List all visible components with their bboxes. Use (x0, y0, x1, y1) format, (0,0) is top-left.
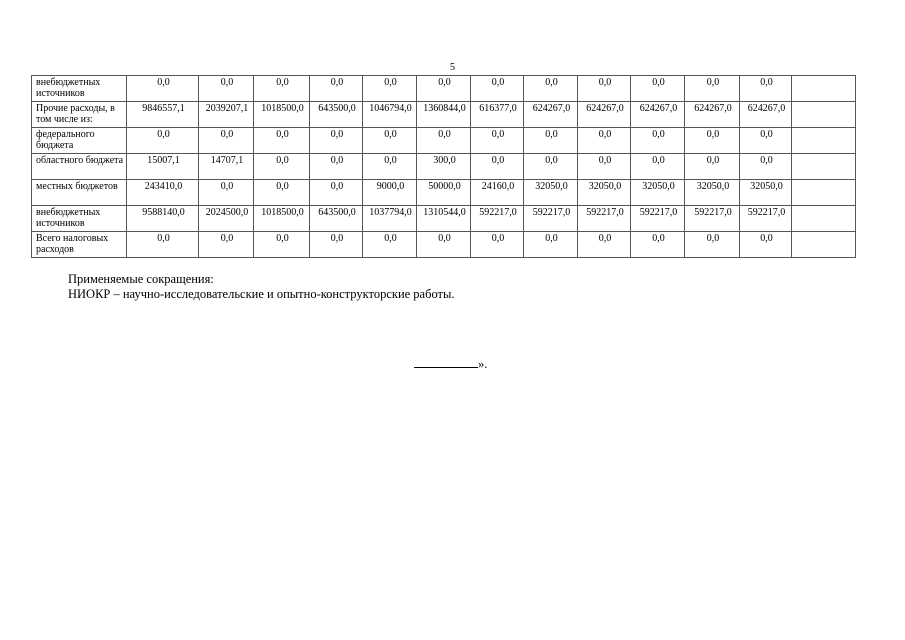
table-cell: 0,0 (685, 76, 740, 102)
table-cell: 243410,0 (127, 180, 199, 206)
row-label: Всего налоговых расходов (32, 232, 127, 258)
table-cell: 1018500,0 (254, 206, 310, 232)
table-cell: 0,0 (578, 154, 631, 180)
table-cell: 1037794,0 (363, 206, 417, 232)
table-cell: 0,0 (199, 232, 254, 258)
table-cell (792, 180, 856, 206)
table-cell: 0,0 (524, 232, 578, 258)
table-cell: 0,0 (127, 128, 199, 154)
table-cell: 0,0 (578, 128, 631, 154)
table-cell: 624267,0 (740, 102, 792, 128)
table-cell: 624267,0 (578, 102, 631, 128)
table-row (32, 102, 856, 128)
table-cell: 0,0 (417, 76, 471, 102)
row-label: внебюджетных источников (32, 206, 127, 232)
table-cell: 0,0 (524, 128, 578, 154)
row-label: федерального бюджета (32, 128, 127, 154)
table-row (32, 180, 856, 206)
table-row (32, 76, 856, 102)
table-cell: 32050,0 (578, 180, 631, 206)
closing-suffix: ». (478, 357, 488, 371)
table-cell: 624267,0 (631, 102, 685, 128)
table-cell: 0,0 (740, 232, 792, 258)
table-cell: 592217,0 (631, 206, 685, 232)
table-cell: 32050,0 (685, 180, 740, 206)
table-cell: 0,0 (310, 232, 363, 258)
table-cell: 0,0 (254, 180, 310, 206)
table-cell: 1360844,0 (417, 102, 471, 128)
table-cell: 0,0 (254, 128, 310, 154)
table-cell (792, 206, 856, 232)
table-body (32, 76, 856, 258)
table-cell: 1018500,0 (254, 102, 310, 128)
table-cell: 32050,0 (631, 180, 685, 206)
table-cell: 0,0 (363, 128, 417, 154)
table-cell (792, 128, 856, 154)
table-cell: 0,0 (127, 76, 199, 102)
row-label: внебюджетных источников (32, 76, 127, 102)
abbreviation-item: НИОКР – научно-исследовательские и опытно-конструкторские работы. (68, 287, 455, 301)
row-label: Прочие расходы, в том числе из: (32, 102, 127, 128)
table-cell: 9588140,0 (127, 206, 199, 232)
table-cell: 0,0 (524, 76, 578, 102)
table-cell: 0,0 (631, 128, 685, 154)
table-cell: 15007,1 (127, 154, 199, 180)
table-cell: 0,0 (740, 76, 792, 102)
abbreviations-block (68, 272, 455, 302)
table-cell (792, 154, 856, 180)
table-cell: 2024500,0 (199, 206, 254, 232)
table-cell: 1046794,0 (363, 102, 417, 128)
page-number: 5 (450, 62, 455, 73)
table-cell: 0,0 (199, 128, 254, 154)
closing-mark (414, 357, 487, 372)
table-cell: 14707,1 (199, 154, 254, 180)
table-cell: 0,0 (631, 76, 685, 102)
table-cell: 643500,0 (310, 206, 363, 232)
row-label: областного бюджета (32, 154, 127, 180)
table-cell: 0,0 (363, 76, 417, 102)
table-cell: 0,0 (685, 232, 740, 258)
table-cell: 0,0 (363, 232, 417, 258)
table-cell: 0,0 (631, 232, 685, 258)
table-cell: 50000,0 (417, 180, 471, 206)
table-row (32, 128, 856, 154)
table-cell: 0,0 (254, 76, 310, 102)
table-row (32, 154, 856, 180)
table-cell: 0,0 (685, 128, 740, 154)
table-cell (792, 102, 856, 128)
table-cell: 9846557,1 (127, 102, 199, 128)
table-cell: 0,0 (578, 76, 631, 102)
table-cell: 300,0 (417, 154, 471, 180)
table-cell: 0,0 (363, 154, 417, 180)
abbreviations-heading: Применяемые сокращения: (68, 272, 214, 286)
table-cell: 1310544,0 (417, 206, 471, 232)
table-cell: 0,0 (310, 76, 363, 102)
table-cell: 592217,0 (524, 206, 578, 232)
row-label: местных бюджетов (32, 180, 127, 206)
table-cell: 0,0 (524, 154, 578, 180)
table-cell: 592217,0 (685, 206, 740, 232)
table-cell: 24160,0 (471, 180, 524, 206)
table-cell: 0,0 (471, 154, 524, 180)
table-cell: 0,0 (740, 154, 792, 180)
table-cell: 624267,0 (685, 102, 740, 128)
table-cell: 616377,0 (471, 102, 524, 128)
table-row (32, 232, 856, 258)
table-cell: 0,0 (127, 232, 199, 258)
table-cell: 2039207,1 (199, 102, 254, 128)
table-cell: 592217,0 (578, 206, 631, 232)
table-cell: 0,0 (471, 232, 524, 258)
table-cell: 624267,0 (524, 102, 578, 128)
table-cell: 0,0 (417, 232, 471, 258)
table-cell: 0,0 (310, 180, 363, 206)
table-cell: 592217,0 (471, 206, 524, 232)
table-cell: 0,0 (417, 128, 471, 154)
table-cell: 0,0 (254, 232, 310, 258)
table-cell: 0,0 (471, 76, 524, 102)
table-cell (792, 76, 856, 102)
table-cell: 0,0 (471, 128, 524, 154)
table-row (32, 206, 856, 232)
table-cell: 0,0 (578, 232, 631, 258)
budget-table (31, 75, 856, 258)
table-cell: 0,0 (199, 76, 254, 102)
table-cell: 0,0 (254, 154, 310, 180)
table-cell: 32050,0 (524, 180, 578, 206)
table-cell: 9000,0 (363, 180, 417, 206)
table-cell: 0,0 (685, 154, 740, 180)
table-cell: 0,0 (310, 154, 363, 180)
table-cell: 643500,0 (310, 102, 363, 128)
signature-line (414, 357, 478, 368)
table-cell: 0,0 (199, 180, 254, 206)
table-cell: 0,0 (740, 128, 792, 154)
table-cell: 592217,0 (740, 206, 792, 232)
table-cell: 32050,0 (740, 180, 792, 206)
table-cell (792, 232, 856, 258)
table-cell: 0,0 (310, 128, 363, 154)
table-cell: 0,0 (631, 154, 685, 180)
